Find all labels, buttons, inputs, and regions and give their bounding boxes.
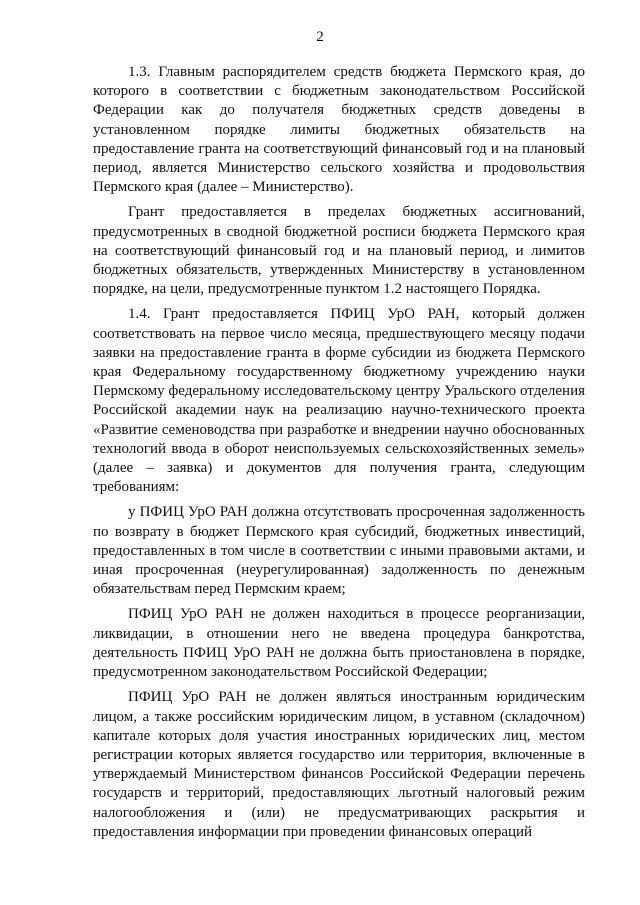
paragraph-1-4: 1.4. Грант предоставляется ПФИЦ УрО РАН, который должен соответствовать на первое число месяца, предшествующего месяцу подачи заявки на предоставление гранта в форме субсидии из бюджета Пермского края Федеральному государственному бюджетному учреждению науки Пермскому федеральному исследовательскому центру Уральского отделения Российской академии наук на реализацию научно-технического проекта «Развитие семеноводства при разработке и внедрении научно обоснованных технологий ввода в оборот неиспользуемых сельскохозяйственных земель» (далее – заявка) и документов для получения гранта, следующим требованиям: (93, 306, 585, 496)
paragraph-grant-limits: Грант предоставляется в пределах бюджетных ассигнований, предусмотренных в сводной бюджетной росписи бюджета Пермского края на соответствующий финансовый год и на плановый период, и лимитов бюджетных обязательств, утвержденных Министерству в установленном порядке, на цели, предусмотренные пунктом 1.2 настоящего Порядка. (93, 204, 585, 298)
paragraph-requirement-debt: у ПФИЦ УрО РАН должна отсутствовать просроченная задолженность по возврату в бюджет Пермского края субсидий, бюджетных инвестиций, предоставленных в том числе в соответствии с иными правовыми актами, и иная просроченная (неурегулированная) задолженность по денежным обязательствам перед Пермским краем; (93, 504, 585, 598)
paragraph-requirement-foreign-entity: ПФИЦ УрО РАН не должен являться иностранным юридическим лицом, а также российским юридическим лицом, в уставном (складочном) капитале которых доля участия иностранных юридических лиц, местом регистрации которых является государство или территория, включенные в утверждаемый Министерством финансов Российской Федерации перечень государств и территорий, предоставляющих льготный налоговый режим налогообложения и (или) не предусматривающих раскрытия и предоставления информации при проведении финансовых операций (93, 689, 585, 840)
paragraph-1-3: 1.3. Главным распорядителем средств бюджета Пермского края, до которого в соответствии с бюджетным законодательством Российской Федерации как до получателя бюджетных средств доведены в установленном порядке лимиты бюджетных обязательств на предоставление гранта на соответствующий финансовый год и на плановый период, является Министерство сельского хозяйства и продовольствия Пермского края (далее – Министерство). (93, 64, 585, 196)
page-number: 2 (316, 29, 324, 45)
document-body (93, 63, 585, 848)
paragraph-requirement-reorganization: ПФИЦ УрО РАН не должен находиться в процессе реорганизации, ликвидации, в отношении него не введена процедура банкротства, деятельность ПФИЦ УрО РАН не должна быть приостановлена в порядке, предусмотренном законодательством Российской Федерации; (93, 606, 585, 681)
